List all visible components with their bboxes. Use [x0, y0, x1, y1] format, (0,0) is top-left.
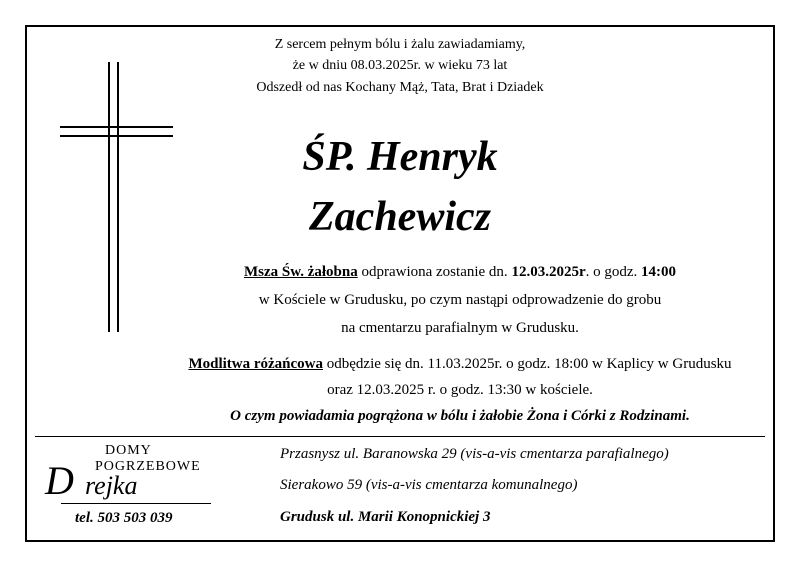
mass-line-2: w Kościele w Grudusku, po czym nastąpi odprowadzenie do grobu [258, 292, 662, 308]
address-2: Sierakowo 59 (vis-a-vis cmentarza komunalnego) [280, 477, 578, 493]
mass-label: Msza Św. żałobna [243, 264, 358, 280]
prayer-label: Modlitwa różańcowa [188, 356, 323, 372]
prayer-line-1 [60, 356, 800, 373]
logo-pogrzebowe: POGRZEBOWE [95, 459, 201, 474]
deceased-name-line-1: ŚP. Henryk [302, 134, 498, 180]
prayer-text: odbędzie się dn. 11.03.2025r. o godz. 18:00 w Kaplicy w Grudusku [323, 356, 732, 372]
mass-date: 12.03.2025r [511, 264, 586, 280]
address-3: Grudusk ul. Marii Konopnickiej 3 [280, 509, 491, 525]
mass-time: 14:00 [641, 264, 677, 280]
divider [35, 436, 765, 437]
mass-text-b: . o godz. [585, 264, 642, 280]
logo-brand: rejka [85, 471, 138, 500]
logo-domy: DOMY [105, 443, 152, 458]
mass-text-a: odprawiona zostanie dn. [357, 264, 512, 280]
deceased-name-line-2: Zachewicz [309, 194, 491, 240]
logo-monogram: D [45, 458, 74, 503]
phone-number: tel. 503 503 039 [75, 510, 173, 526]
intro-line-3: Odszedł od nas Kochany Mąż, Tata, Brat i Dziadek [256, 80, 544, 95]
mass-line-1 [60, 264, 800, 281]
family-line: O czym powiadamia pogrążona w bólu i żałobie Żona i Córki z Rodzinami. [230, 408, 690, 424]
intro-line-1: Z sercem pełnym bólu i żalu zawiadamiamy, [274, 37, 526, 52]
address-1: Przasnysz ul. Baranowska 29 (vis-a-vis cmentarza parafialnego) [280, 446, 669, 462]
logo-underline [61, 503, 211, 504]
prayer-line-2: oraz 12.03.2025 r. o godz. 13:30 w kościele. [327, 382, 593, 398]
funeral-home-logo [45, 443, 225, 508]
intro-line-2: że w dniu 08.03.2025r. w wieku 73 lat [292, 58, 508, 73]
mass-line-3: na cmentarzu parafialnym w Grudusku. [341, 320, 579, 336]
